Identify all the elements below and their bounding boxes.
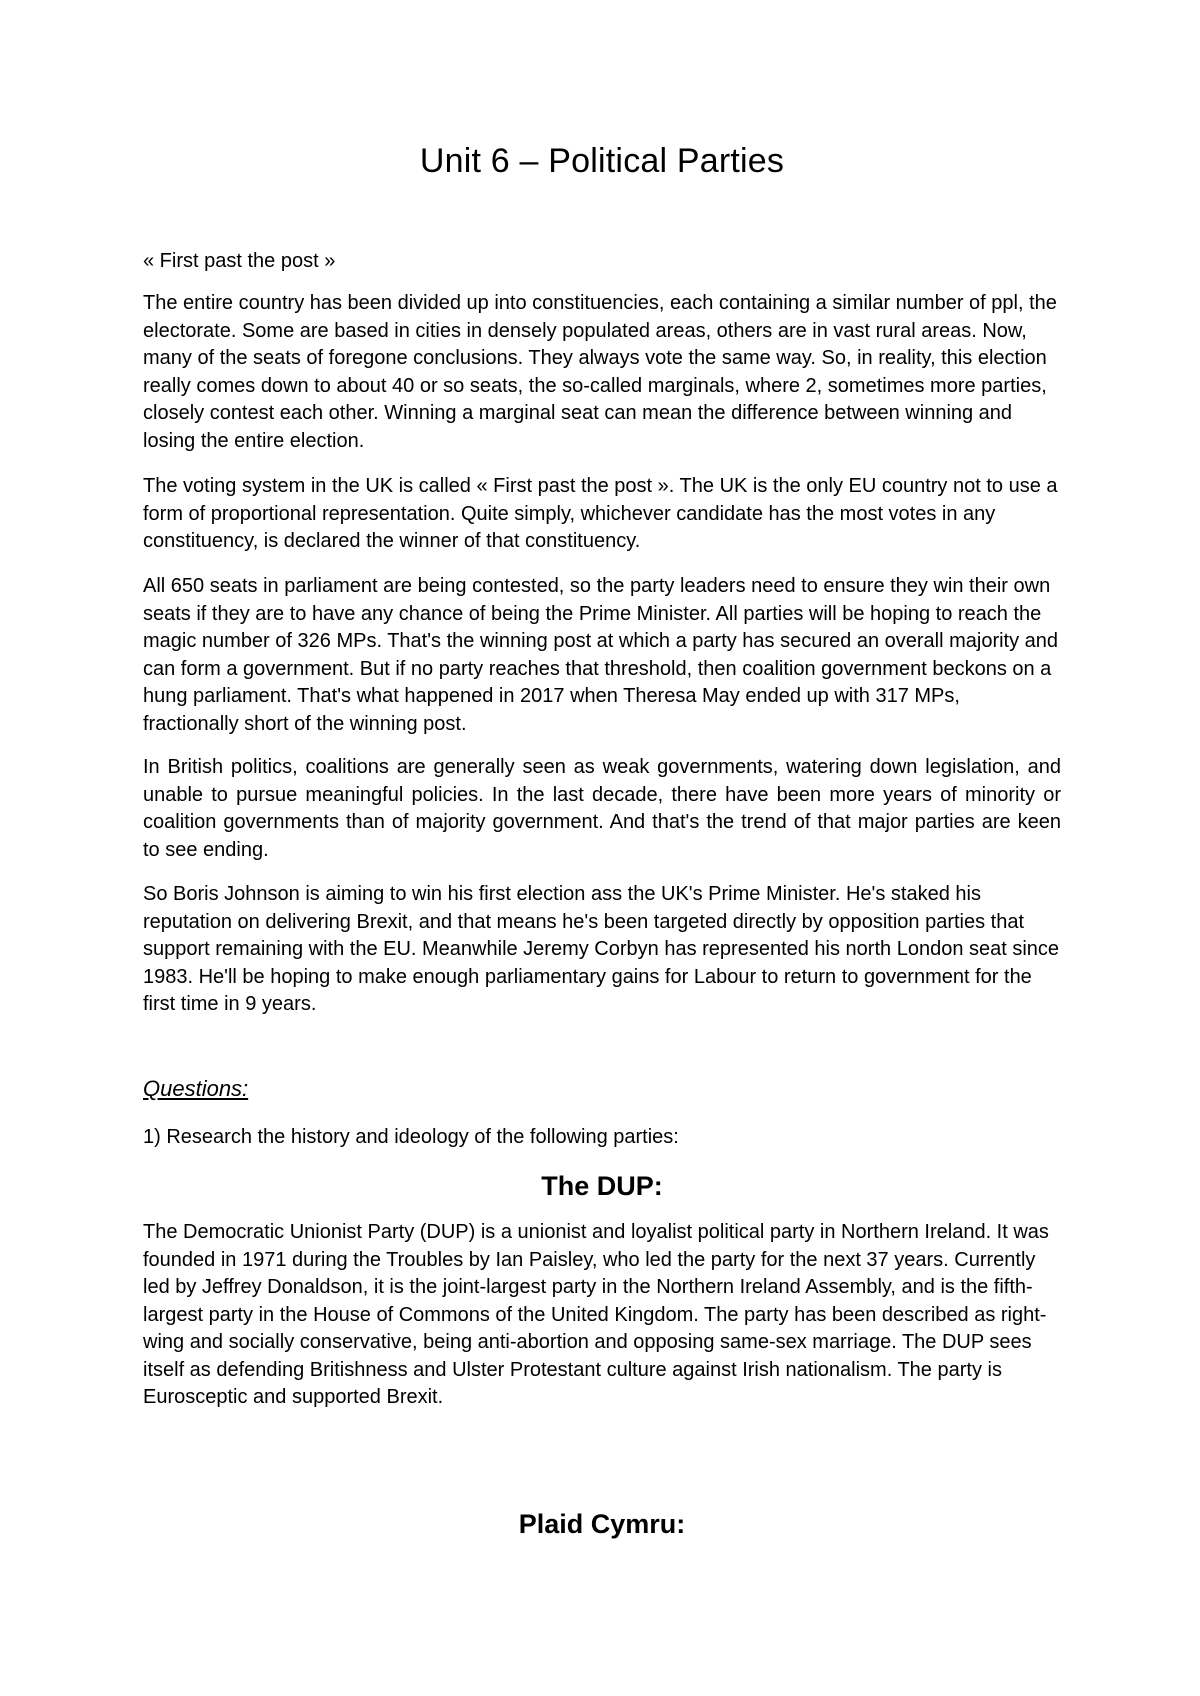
paragraph-seats: All 650 seats in parliament are being contested, so the party leaders need to ensure they win their own seats if they are to have any chance of being the Prime Minister. All parties will be hoping to reach the magic number of 326 MPs. That's the winning post at which a party has secured an overall majority and can form a government. But if no party reaches that threshold, then coalition government beckons on a hung parliament. That's what happened in 2017 when Theresa May ended up with 317 MPs, fractionally short of the winning post. [143, 575, 1059, 735]
section-subtitle: « First past the post » [143, 250, 336, 272]
paragraph-coalitions: In British politics, coalitions are generally seen as weak governments, watering down legislation, and unable to pursue meaningful policies. In the last decade, there have been more years of minority or coalition governments than of majority government. And that's the trend of that major parties are keen to see ending. [143, 756, 1061, 861]
questions-heading: Questions: [143, 1076, 249, 1101]
party-heading-dup: The DUP: [541, 1171, 663, 1201]
document-title: Unit 6 – Political Parties [419, 142, 785, 180]
party-heading-plaid-cymru: Plaid Cymru: [518, 1509, 686, 1539]
paragraph-dup: The Democratic Unionist Party (DUP) is a unionist and loyalist political party in Northern Ireland. It was founded in 1971 during the Troubles by Ian Paisley, who led the party for the next 37 years. Currently led by Jeffrey Donaldson, it is the joint-largest party in the Northern Ireland Assembly, and is the fifth-largest party in the House of Commons of the United Kingdom. The party has been described as right-wing and socially conservative, being anti-abortion and opposing same-sex marriage. The DUP sees itself as defending Britishness and Ulster Protestant culture against Irish nationalism. The party is Eurosceptic and supported Brexit. [143, 1221, 1049, 1408]
paragraph-constituencies: The entire country has been divided up into constituencies, each containing a similar number of ppl, the electorate. Some are based in cities in densely populated areas, others are in vast rural areas. Now, many of the seats of foregone conclusions. They always vote the same way. So, in reality, this election really comes down to about 40 or so seats, the so-called marginals, where 2, sometimes more parties, closely contest each other. Winning a marginal seat can mean the difference between winning and losing the entire election. [143, 292, 1057, 452]
paragraph-voting-system: The voting system in the UK is called « First past the post ». The UK is the only EU country not to use a form of proportional representation. Quite simply, whichever candidate has the most votes in any constituency, is declared the winner of that constituency. [143, 475, 1058, 552]
paragraph-election-leaders: So Boris Johnson is aiming to win his first election ass the UK's Prime Minister. He's staked his reputation on delivering Brexit, and that means he's been targeted directly by opposition parties that support remaining with the EU. Meanwhile Jeremy Corbyn has represented his north London seat since 1983. He'll be hoping to make enough parliamentary gains for Labour to return to government for the first time in 9 years. [143, 883, 1060, 1015]
question-1: 1) Research the history and ideology of the following parties: [143, 1126, 679, 1148]
